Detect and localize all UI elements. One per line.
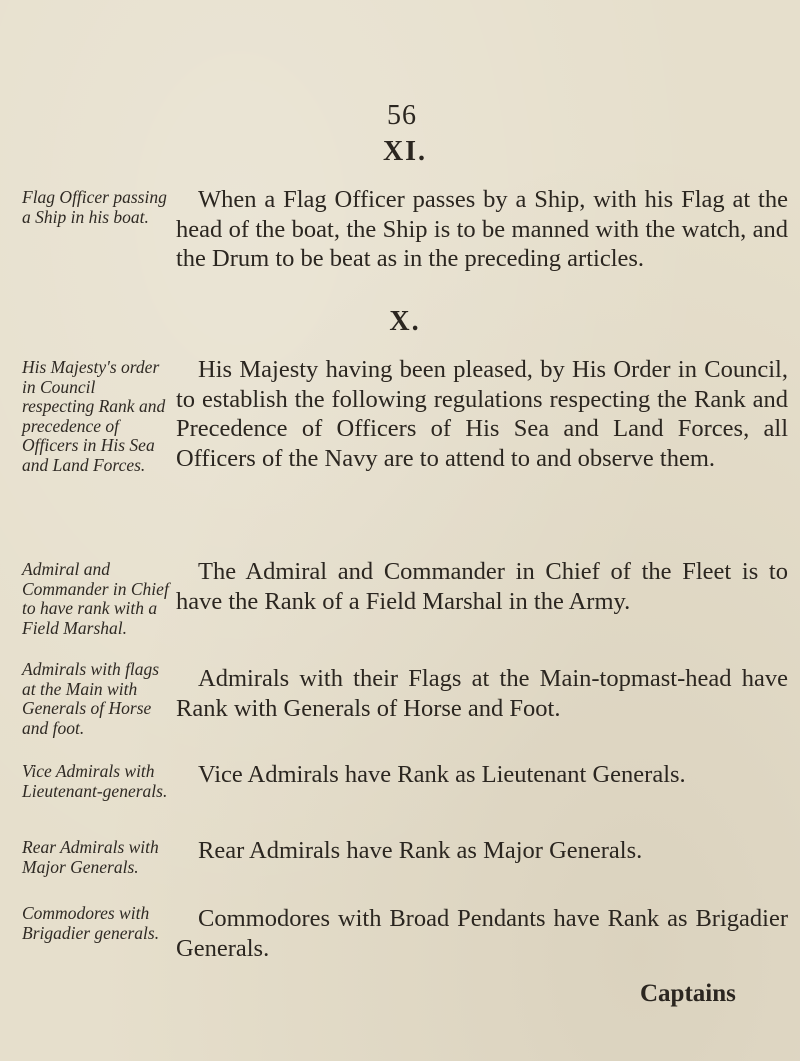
regulation-rear-admirals: Rear Admirals have Rank as Major Generals. bbox=[198, 837, 643, 864]
margin-note-vice-admirals: Vice Admirals with Lieutenant-generals. bbox=[22, 761, 168, 801]
section-heading-x: X. bbox=[389, 306, 421, 337]
paragraph-order-in-council: His Majesty having been pleased, by His Order in Council, to establish the following regulations respecting the Rank and Precedence of Officers of His Sea and Land Forces, all Officers of the Navy are to attend to and observe them. bbox=[176, 356, 788, 472]
regulation-admirals-main: Admirals with their Flags at the Main-topmast-head have Rank with Generals of Horse and Foot. bbox=[176, 665, 788, 722]
margin-note-flag-officer: Flag Officer passing a Ship in his boat. bbox=[22, 187, 167, 227]
margin-note-order-in-council: His Majesty's order in Council respecting Rank and precedence of Officers in His Sea and Land Forces. bbox=[22, 357, 166, 475]
margin-note-admirals-main: Admirals with flags at the Main with Generals of Horse and foot. bbox=[22, 659, 160, 738]
regulation-vice-admirals: Vice Admirals have Rank as Lieutenant Generals. bbox=[198, 761, 686, 788]
section-heading-xi: XI. bbox=[382, 136, 428, 167]
regulation-commodores: Commodores with Broad Pendants have Rank as Brigadier Generals. bbox=[176, 905, 788, 962]
margin-note-rear-admirals: Rear Admirals with Major Generals. bbox=[22, 837, 159, 877]
page-number: 56 bbox=[387, 100, 417, 131]
paragraph-flag-officer: When a Flag Officer passes by a Ship, with his Flag at the head of the boat, the Ship is to be manned with the watch, and the Drum to be beat as in the preceding articles. bbox=[176, 186, 788, 272]
catchword: Captains bbox=[640, 980, 736, 1007]
margin-note-admiral-commander: Admiral and Commander in Chief to have rank with a Field Marshal. bbox=[22, 559, 169, 638]
regulation-admiral-commander: The Admiral and Commander in Chief of the Fleet is to have the Rank of a Field Marshal in the Army. bbox=[176, 558, 788, 615]
margin-note-commodores: Commodores with Brigadier generals. bbox=[22, 903, 160, 943]
